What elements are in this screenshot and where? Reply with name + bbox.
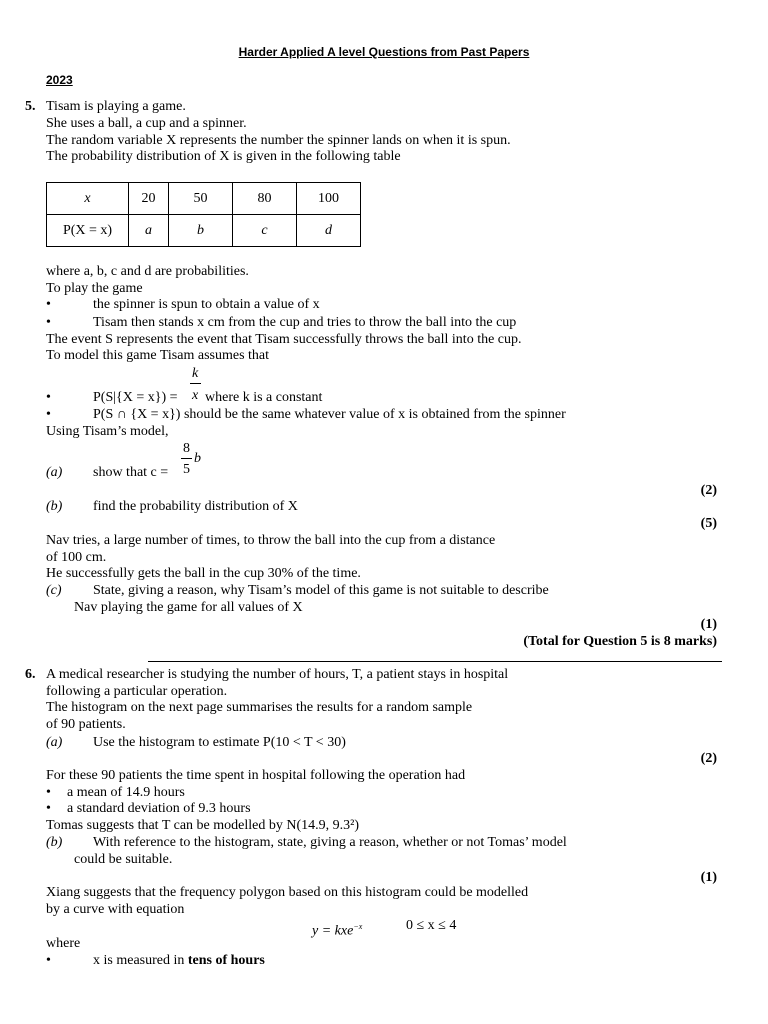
table-cell: 80 <box>233 183 297 215</box>
bullet-icon: • <box>46 785 51 800</box>
q6-part-b-label: (b) <box>46 835 63 850</box>
q6-measured-bold: tens of hours <box>187 953 265 968</box>
q6-stat-mean: a mean of 14.9 hours <box>67 785 185 800</box>
q5-part-a-text: show that c = <box>93 465 169 480</box>
table-cell: x <box>47 183 129 215</box>
q6-intro-line-1: A medical researcher is studying the number of hours, T, a patient stays in hospital <box>46 667 509 682</box>
bullet-icon: • <box>46 801 51 816</box>
q5-play-bullet-1: the spinner is spun to obtain a value of x <box>93 297 320 312</box>
bullet-icon: • <box>46 407 51 422</box>
q5-nav-line-3: He successfully gets the ball in the cup 30% of the time. <box>46 566 361 581</box>
q6-where: where <box>46 936 81 951</box>
probability-distribution-table <box>46 182 361 247</box>
table-cell: 100 <box>297 183 361 215</box>
q5-part-c-text-2: Nav playing the game for all values of X <box>74 600 303 615</box>
q5-intro-line-1: Tisam is playing a game. <box>46 99 186 114</box>
fraction-numerator: k <box>192 366 199 381</box>
q6-for-these: For these 90 patients the time spent in hospital following the operation had <box>46 768 466 783</box>
q6-measured-prefix: x is measured in <box>93 953 188 968</box>
q6-measured-line <box>93 953 265 969</box>
table-cell: b <box>169 215 233 247</box>
question-5-number: 5. <box>25 99 36 114</box>
q6-equation <box>312 919 362 940</box>
q5-part-c-text: State, giving a reason, why Tisam’s model of this game is not suitable to describe <box>93 583 549 598</box>
q6-intro-line-3: The histogram on the next page summarises the results for a random sample <box>46 700 473 715</box>
q6-tomas-line: Tomas suggests that T can be modelled by N(14.9, 9.3²) <box>46 818 359 833</box>
q6-xiang-line-1: Xiang suggests that the frequency polygon based on this histogram could be modelled <box>46 885 529 900</box>
q5-intro-line-3: The random variable X represents the number the spinner lands on when it is spun. <box>46 133 511 148</box>
q6-part-b-text: With reference to the histogram, state, giving a reason, whether or not Tomas’ model <box>93 835 567 850</box>
q5-intro-line-2: She uses a ball, a cup and a spinner. <box>46 116 247 131</box>
year-heading: 2023 <box>46 73 73 87</box>
q6-intro-line-4: of 90 patients. <box>46 717 126 732</box>
q5-nav-line-2: of 100 cm. <box>46 550 107 565</box>
q6-equation-range: 0 ≤ x ≤ 4 <box>406 918 457 933</box>
question-divider <box>148 661 722 662</box>
table-row <box>47 215 361 247</box>
q5-assume-2: P(S ∩ {X = x}) should be the same whatever value of x is obtained from the spinner <box>93 407 566 422</box>
fraction-denominator: x <box>192 388 199 403</box>
q6-part-a-text: Use the histogram to estimate P(10 < T < 30) <box>93 735 346 750</box>
q6-intro-line-2: following a particular operation. <box>46 684 228 699</box>
fraction-denominator: 5 <box>183 462 190 477</box>
q5-part-a-marks: (2) <box>700 483 717 498</box>
q6-part-b-text-2: could be suitable. <box>74 852 173 867</box>
question-6-number: 6. <box>25 667 36 682</box>
page-title: Harder Applied A level Questions from Past Papers <box>238 45 530 59</box>
q5-where-line: where a, b, c and d are probabilities. <box>46 264 249 279</box>
q5-play-bullet-2: Tisam then stands x cm from the cup and tries to throw the ball into the cup <box>93 315 517 330</box>
bullet-icon: • <box>46 953 51 968</box>
q5-intro-line-4: The probability distribution of X is given in the following table <box>46 149 401 164</box>
q5-model-line: To model this game Tisam assumes that <box>46 348 270 363</box>
q5-assume-1-left: P(S|{X = x}) = <box>93 390 178 405</box>
q5-part-b-text: find the probability distribution of X <box>93 499 298 514</box>
q5-nav-line-1: Nav tries, a large number of times, to throw the ball into the cup from a distance <box>46 533 496 548</box>
table-cell: d <box>297 215 361 247</box>
fraction-numerator: 8 <box>183 441 190 456</box>
table-cell: a <box>129 215 169 247</box>
q5-part-b-marks: (5) <box>700 516 717 531</box>
q6-stat-sd: a standard deviation of 9.3 hours <box>67 801 251 816</box>
fraction-trailing-variable: b <box>194 451 201 466</box>
q5-part-a-label: (a) <box>46 465 63 480</box>
q5-event-line: The event S represents the event that Tisam successfully throws the ball into the cup. <box>46 332 522 347</box>
q6-part-b-marks: (1) <box>700 870 717 885</box>
q5-to-play: To play the game <box>46 281 143 296</box>
table-cell: 20 <box>129 183 169 215</box>
q5-using-line: Using Tisam’s model, <box>46 424 169 439</box>
table-cell: c <box>233 215 297 247</box>
q6-part-a-marks: (2) <box>700 751 717 766</box>
q5-part-c-label: (c) <box>46 583 62 598</box>
fraction-bar <box>181 458 192 459</box>
bullet-icon: • <box>46 390 51 405</box>
q5-part-c-marks: (1) <box>700 617 717 632</box>
table-row <box>47 183 361 215</box>
q6-equation-exponent: −x <box>353 922 363 931</box>
q5-assume-1-right: where k is a constant <box>205 390 323 405</box>
q6-equation-base: y = kxe <box>312 923 354 939</box>
table-cell: P(X = x) <box>47 215 129 247</box>
bullet-icon: • <box>46 297 51 312</box>
q6-part-a-label: (a) <box>46 735 63 750</box>
q6-xiang-line-2: by a curve with equation <box>46 902 185 917</box>
q5-part-b-label: (b) <box>46 499 63 514</box>
table-cell: 50 <box>169 183 233 215</box>
fraction-bar <box>190 383 201 384</box>
q5-total-marks: (Total for Question 5 is 8 marks) <box>523 634 717 649</box>
bullet-icon: • <box>46 315 51 330</box>
